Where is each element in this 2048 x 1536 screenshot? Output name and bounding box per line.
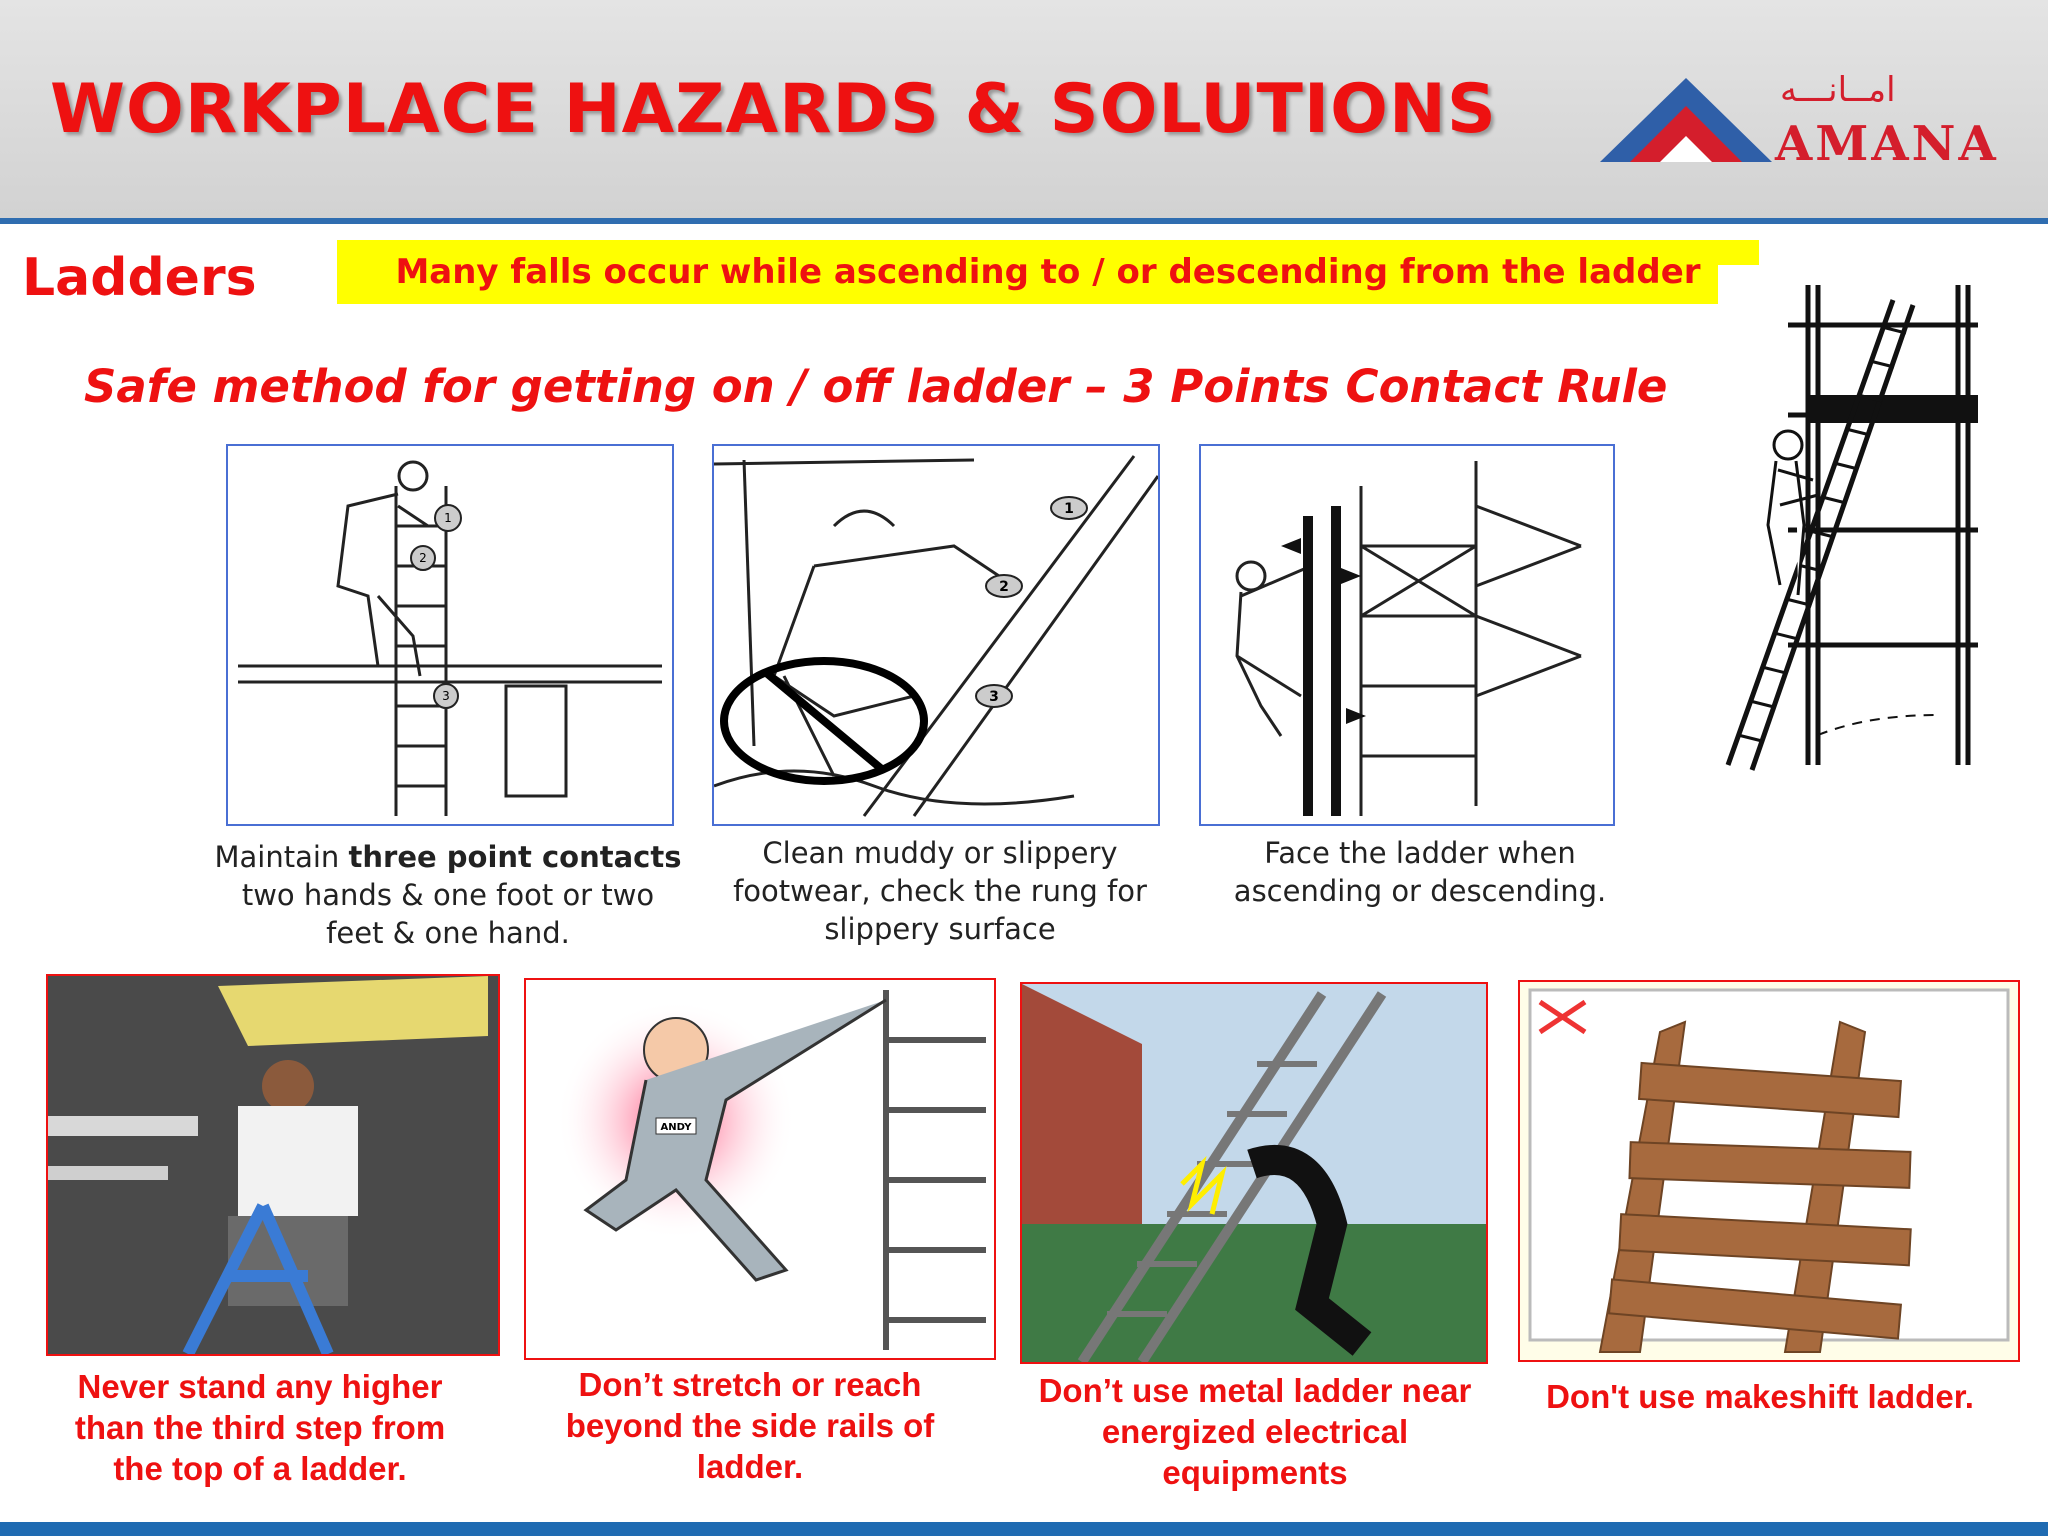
caption-line: energized electrical: [1101, 1413, 1409, 1450]
caption-face-ladder: [1190, 834, 1650, 910]
scaffold-climber-icon: [1201, 446, 1613, 824]
warning-banner-text: Many falls occur while ascending to / or descending from the ladder: [395, 252, 1701, 292]
amana-logo: [1600, 70, 2030, 170]
contact-point-label-3: 3: [989, 689, 999, 705]
three-point-contact-illustration: [226, 444, 674, 826]
contact-point-label-3: 3: [442, 689, 450, 703]
worker-on-stepladder-icon: [48, 976, 498, 1354]
caption-makeshift: [1500, 1376, 2020, 1417]
contact-point-label-2: 2: [419, 551, 427, 565]
caption-line: ascending or descending.: [1233, 874, 1607, 908]
caption-line: than the third step from: [74, 1409, 446, 1446]
slide-title: WORKPLACE HAZARDS & SOLUTIONS: [50, 70, 1497, 149]
contact-point-label-1: 1: [1064, 501, 1074, 517]
caption-top-step: [30, 1366, 490, 1489]
caption-line: beyond the side rails of: [565, 1407, 935, 1444]
caption-line: Don't use makeshift ladder.: [1546, 1378, 1974, 1415]
makeshift-ladder-illustration: [1518, 980, 2020, 1362]
caption-emphasis: three point contacts: [348, 840, 682, 874]
caption-line: footwear, check the rung for: [733, 874, 1147, 908]
caption-line: equipments: [1162, 1454, 1348, 1491]
caption-line: the top of a ladder.: [113, 1450, 407, 1487]
rule-subtitle: Safe method for getting on / off ladder – 3 Points Contact Rule: [84, 360, 1668, 413]
scaffold-ladder-icon: [1718, 265, 1978, 785]
face-ladder-illustration: [1199, 444, 1615, 826]
top-step-photo: [46, 974, 500, 1356]
logo-mark-icon: [1600, 70, 1780, 170]
metal-ladder-shock-icon: [1022, 984, 1486, 1362]
scaffold-ladder-illustration: [1718, 265, 1978, 785]
contact-point-label-2: 2: [999, 579, 1009, 595]
caption-line: Never stand any higher: [77, 1368, 443, 1405]
slide-header: [0, 0, 2048, 218]
makeshift-ladder-icon: [1520, 982, 2018, 1360]
header-divider: [0, 218, 2048, 224]
footer-divider: [0, 1522, 2048, 1536]
caption-clean-footwear: [700, 834, 1180, 948]
electrical-hazard-illustration: [1020, 982, 1488, 1364]
logo-english: AMANA: [1775, 116, 1999, 172]
caption-line: Don’t stretch or reach: [578, 1366, 922, 1403]
name-badge: ANDY: [660, 1122, 692, 1133]
clean-footwear-illustration: [712, 444, 1160, 826]
climbing-worker-icon: [228, 446, 672, 824]
caption-line: Clean muddy or slippery: [762, 836, 1118, 870]
caption-line: Don’t use metal ladder near: [1038, 1372, 1472, 1409]
worker-on-ladder-icon: [714, 446, 1158, 824]
overreaching-worker-icon: [526, 980, 994, 1358]
overreach-illustration: [524, 978, 996, 1360]
caption-line: ladder.: [696, 1448, 804, 1485]
caption-line: slippery surface: [824, 912, 1056, 946]
contact-point-label-1: 1: [444, 511, 452, 525]
caption-overreach: [520, 1364, 980, 1487]
caption-line: feet & one hand.: [326, 916, 570, 950]
section-title: Ladders: [22, 248, 257, 308]
caption-three-point-contact: [200, 838, 696, 952]
logo-arabic: امــانـــه: [1780, 70, 1896, 110]
caption-electrical: [1010, 1370, 1500, 1493]
warning-banner: [337, 240, 1759, 304]
caption-line: Face the ladder when: [1264, 836, 1576, 870]
caption-line: Maintain: [214, 840, 349, 874]
caption-line: two hands & one foot or two: [241, 878, 655, 912]
